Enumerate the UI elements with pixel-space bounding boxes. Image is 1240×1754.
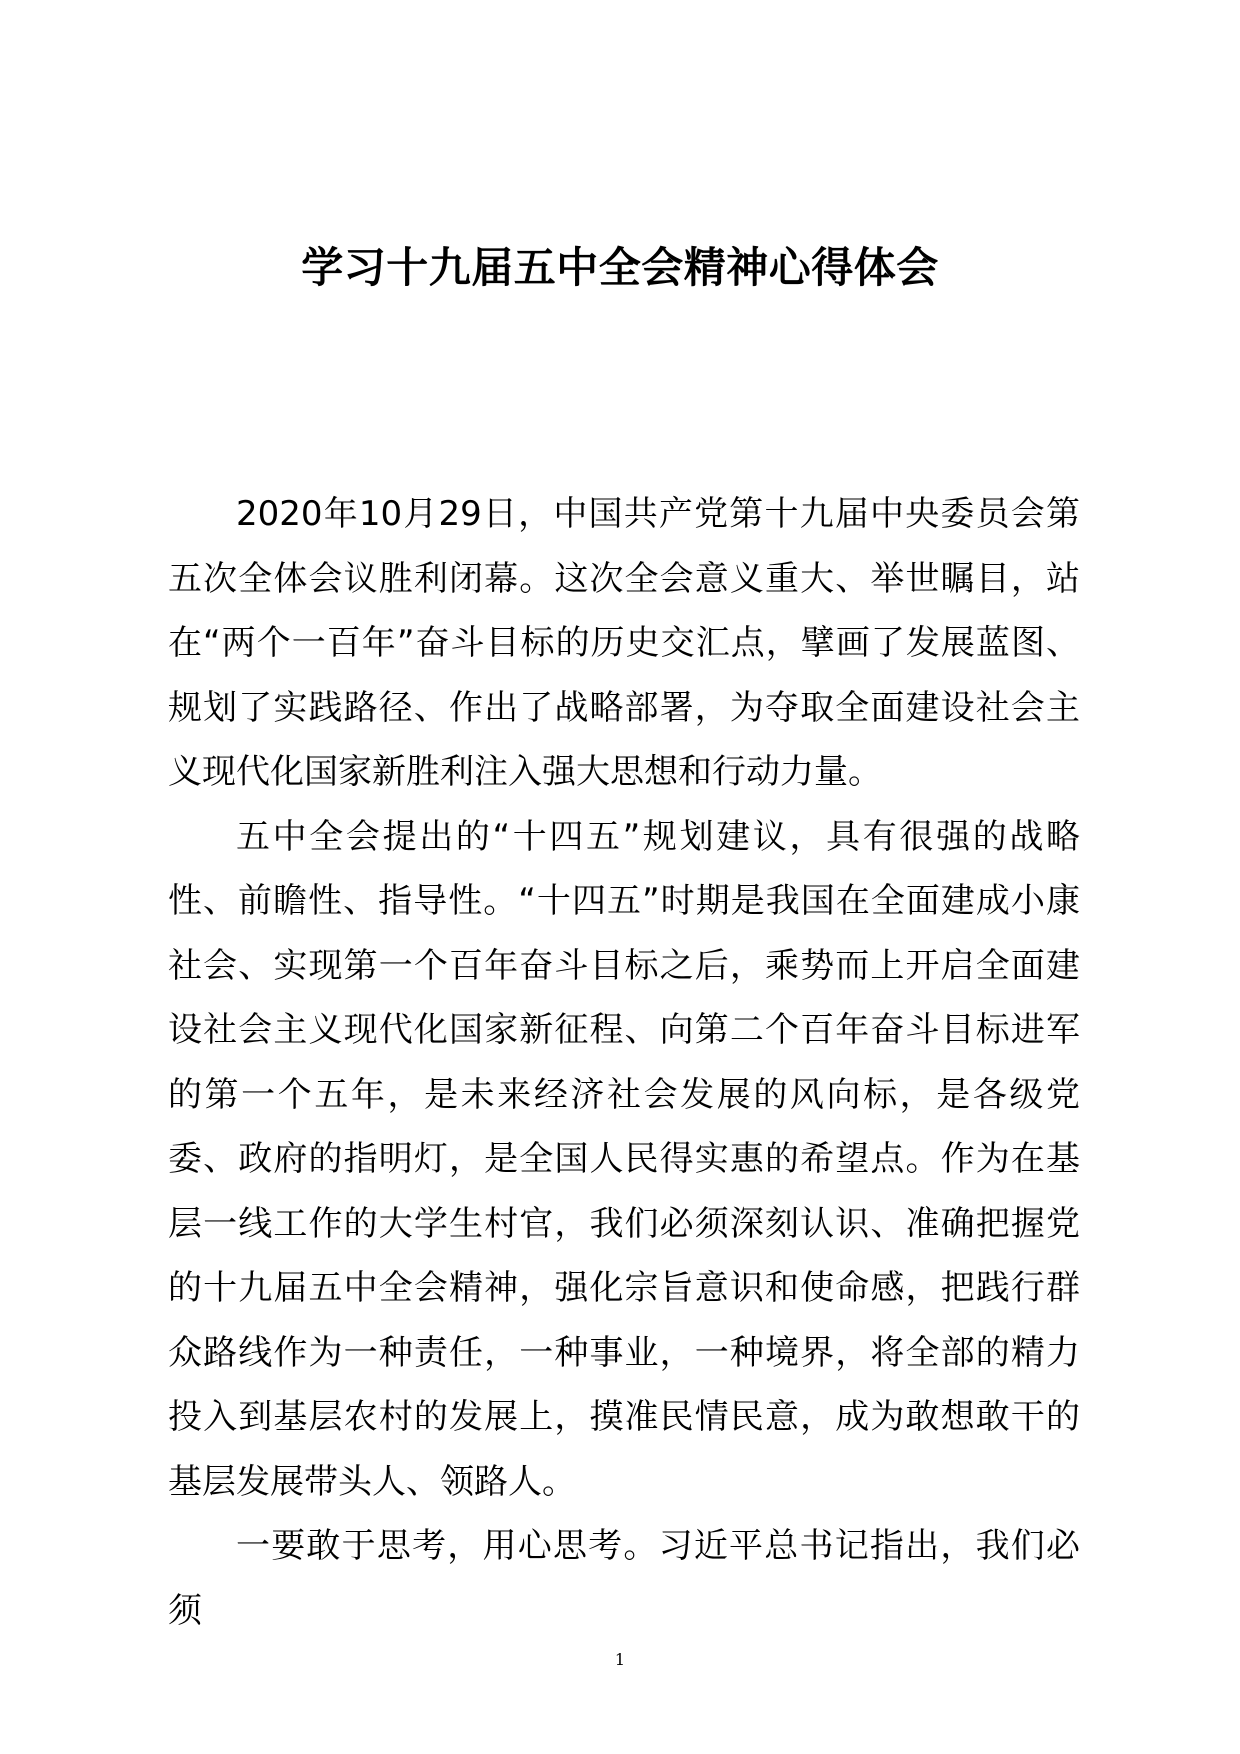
paragraph-1: 2020年10月29日，中国共产党第十九届中央委员会第五次全体会议胜利闭幕。这次全会意义重大、举世瞩目，站在“两个一百年”奋斗目标的历史交汇点，擘画了发展蓝图、规划了实践路径、作出了战略部署，为夺取全面建设社会主义现代化国家新胜利注入强大思想和行动力量。 bbox=[168, 494, 1080, 792]
page-number: 1 bbox=[614, 1650, 626, 1669]
page-title: 学习十九届五中全会精神心得体会 bbox=[301, 243, 939, 292]
paragraph-3: 一要敢于思考，用心思考。习近平总书记指出，我们必须 bbox=[168, 1526, 1080, 1631]
paragraph-2: 五中全会提出的“十四五”规划建议，具有很强的战略性、前瞻性、指导性。“十四五”时期是我国在全面建成小康社会、实现第一个百年奋斗目标之后，乘势而上开启全面建设社会主义现代化国家新征程、向第二个百年奋斗目标进军的第一个五年，是未来经济社会发展的风向标，是各级党委、政府的指明灯，是全国人民得实惠的希望点。作为在基层一线工作的大学生村官，我们必须深刻认识、准确把握党的十九届五中全会精神，强化宗旨意识和使命感，把践行群众路线作为一种责任，一种事业，一种境界，将全部的精力投入到基层农村的发展上，摸准民情民意，成为敢想敢干的基层发展带头人、领路人。 bbox=[168, 816, 1080, 1502]
document-body bbox=[168, 482, 1080, 1643]
